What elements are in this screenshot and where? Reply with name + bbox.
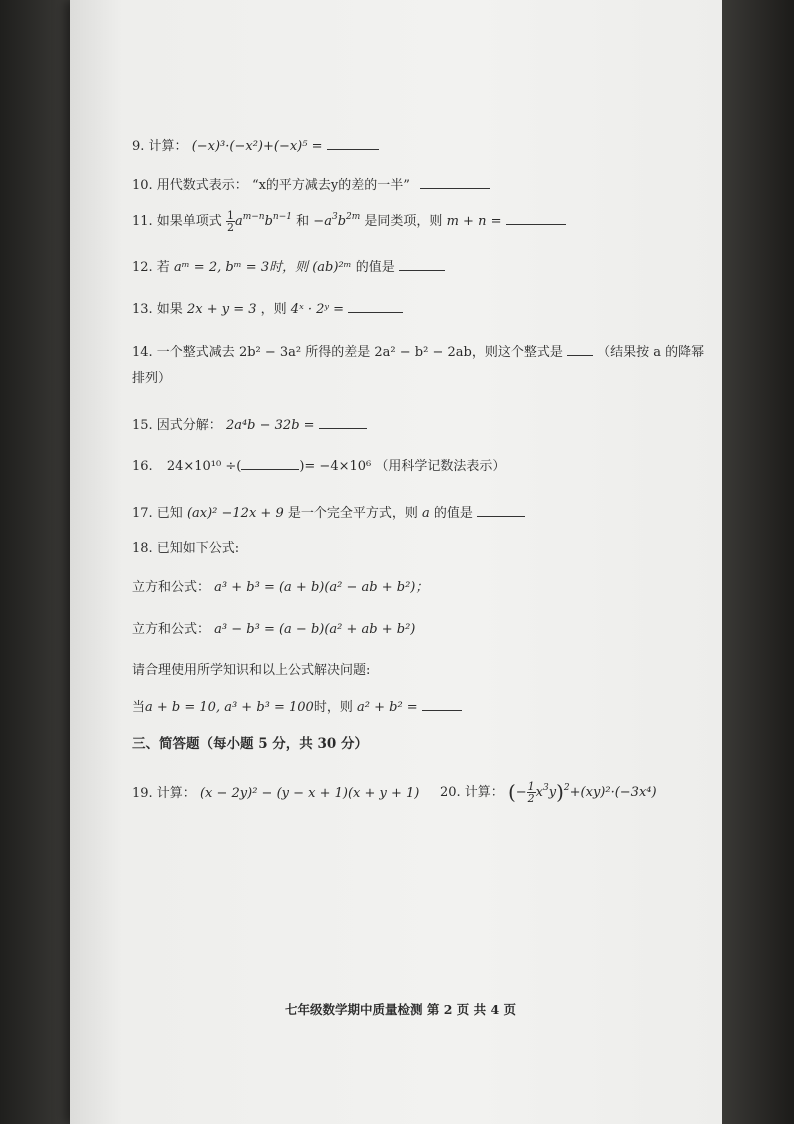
q15-prefix: 15. 因式分解： <box>132 418 222 433</box>
q14-text-line2: 排列） <box>132 371 172 386</box>
question-19 <box>132 782 419 801</box>
question-18-formula-2 <box>132 618 415 637</box>
q18-answer-blank[interactable] <box>422 696 462 711</box>
q14-note: （结果按 a 的降幂 <box>597 345 705 360</box>
question-11: 11. 如果单项式 $\frac{1}{2}$ $a^{m-n}b^{n-1}$ 和 $-a^3b^{2m}$ 是同类项，则 m + n = <box>132 210 566 233</box>
q18-then: 时，则 <box>313 700 353 715</box>
q10-text: “x的平方减去y的差的一半” <box>251 178 410 193</box>
q12-answer-blank[interactable] <box>399 256 445 271</box>
question-18-intro <box>132 537 239 556</box>
q14-answer-blank[interactable] <box>567 341 593 356</box>
q20-prefix: 20. 计算： <box>440 785 504 800</box>
question-12 <box>132 256 445 275</box>
question-14-line2 <box>132 367 171 386</box>
scan-right-edge <box>722 0 794 1124</box>
q18-intro: 18. 已知如下公式: <box>132 541 240 556</box>
q18-formula2-label: 立方和公式： <box>132 622 211 637</box>
q12-prefix: 12. 若 <box>132 260 170 275</box>
q12-condition: aᵐ = 2, bᵐ = 3时，则 <box>173 260 309 275</box>
q13-answer-blank[interactable] <box>348 298 403 313</box>
section-3-heading: 三、简答题（每小题 5 分，共 30 分） <box>132 736 368 752</box>
question-18-formula-1 <box>132 576 428 595</box>
q11-suffix: 是同类项，则 <box>364 214 443 229</box>
q13-mid: ，则 <box>260 302 287 317</box>
q16-expression-a: 24×10¹⁰ ÷( <box>166 459 242 474</box>
question-9 <box>132 135 379 154</box>
q16-expression-b: )= −4×10⁶ <box>299 459 372 474</box>
question-16 <box>132 455 505 474</box>
q17-variable: a <box>422 506 430 521</box>
q20-expression-tail: +(xy)²·(−3x⁴) <box>569 785 657 800</box>
q11-fraction: $\frac{1}{2}$ <box>226 209 234 234</box>
q16-prefix: 16. <box>132 459 153 474</box>
q18-instruction: 请合理使用所学知识和以上公式解决问题: <box>132 663 371 678</box>
q11-answer-blank[interactable] <box>506 210 566 225</box>
q15-answer-blank[interactable] <box>319 414 367 429</box>
q11-and: 和 <box>296 214 310 229</box>
question-18-ask <box>132 696 462 715</box>
question-15 <box>132 414 367 433</box>
question-14 <box>132 341 704 360</box>
q15-expression: 2a⁴b − 32b = <box>225 418 315 433</box>
question-13 <box>132 298 403 317</box>
q17-prefix: 17. 已知 <box>132 506 183 521</box>
q18-condition: a + b = 10, a³ + b³ = 100 <box>145 700 314 715</box>
q17-suffix: 的值是 <box>433 506 473 521</box>
question-17 <box>132 502 525 521</box>
exam-page <box>70 0 722 1124</box>
q18-ask: a² + b² = <box>357 700 418 715</box>
q10-prefix: 10. 用代数式表示： <box>132 178 248 193</box>
page-footer: 七年级数学期中质量检测 第 2 页 共 4 页 <box>285 1002 517 1017</box>
q11-ask: m + n = <box>446 214 502 229</box>
q18-formula1: a³ + b³ = (a + b)(a² − ab + b²)； <box>214 580 429 595</box>
q12-suffix: 的值是 <box>355 260 395 275</box>
q18-when: 当 <box>132 700 146 715</box>
q13-prefix: 13. 如果 <box>132 302 183 317</box>
q10-answer-blank[interactable] <box>420 174 490 189</box>
q13-condition: 2x + y = 3 <box>186 302 257 317</box>
q12-expression: (ab)²ᵐ <box>312 260 352 275</box>
q14-text: 14. 一个整式减去 2b² − 3a² 所得的差是 2a² − b² − 2ab，则这个整式是 <box>132 345 563 360</box>
q16-answer-blank[interactable] <box>241 455 299 470</box>
q17-mid: 是一个完全平方式，则 <box>287 506 418 521</box>
q17-expression: (ax)² −12x + 9 <box>186 506 284 521</box>
q17-answer-blank[interactable] <box>477 502 525 517</box>
q19-prefix: 19. 计算： <box>132 786 196 801</box>
q18-formula1-label: 立方和公式： <box>132 580 211 595</box>
question-10 <box>132 174 490 193</box>
scan-left-edge <box>0 0 70 1124</box>
q13-expression: 4ˣ · 2ʸ = <box>290 302 344 317</box>
q9-prefix: 9. 计算： <box>132 139 188 154</box>
q9-expression: (−x)³·(−x²)+(−x)⁵ = <box>191 139 323 154</box>
q18-formula2: a³ − b³ = (a − b)(a² + ab + b²) <box>214 622 416 637</box>
q19-expression: (x − 2y)² − (y − x + 1)(x + y + 1) <box>199 786 420 801</box>
q20-fraction: $\frac{1}{2}$ <box>527 780 535 805</box>
q9-answer-blank[interactable] <box>327 135 379 150</box>
q11-prefix: 11. 如果单项式 <box>132 214 222 229</box>
q16-note: （用科学记数法表示） <box>375 459 506 474</box>
question-18-instruction <box>132 659 370 678</box>
question-20: 20. 计算： (− $\frac{1}{2}$ $x^3y)^2+(xy)^2\cdot(-3x^4)$ <box>440 780 657 805</box>
